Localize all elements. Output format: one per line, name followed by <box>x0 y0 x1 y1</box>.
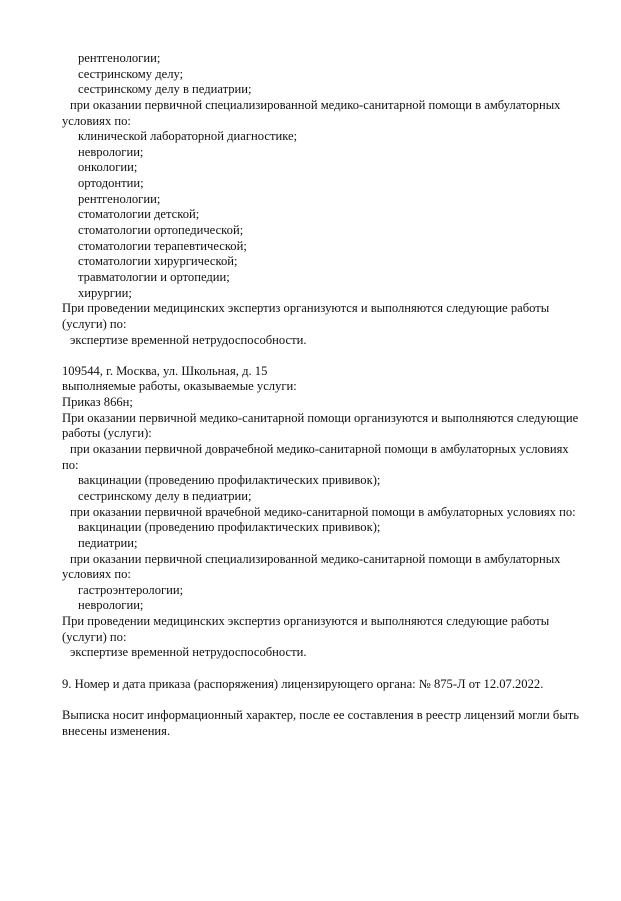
blank-line <box>62 692 602 708</box>
text-line: условиях по: <box>62 113 131 128</box>
document-page <box>62 51 602 739</box>
text-line: экспертизе временной нетрудоспособности. <box>70 332 307 347</box>
text-line: неврологии; <box>78 598 144 613</box>
text-line: сестринскому делу в педиатрии; <box>78 488 252 503</box>
text-line: экспертизе временной нетрудоспособности. <box>70 645 307 660</box>
text-line: При проведении медицинских экспертиз организуются и выполняются следующие работы <box>62 301 550 316</box>
text-line: (услуги) по: <box>62 629 127 644</box>
text-line: рентгенологии; <box>78 51 161 65</box>
text-line: вакцинации (проведению профилактических прививок); <box>78 520 381 535</box>
text-line: вакцинации (проведению профилактических прививок); <box>78 473 381 488</box>
text-line: ортодонтии; <box>78 176 144 191</box>
text-line: стоматологии ортопедической; <box>78 223 244 238</box>
text-line: клинической лабораторной диагностике; <box>78 129 298 144</box>
text-line: педиатрии; <box>78 535 138 550</box>
text-line: рентгенологии; <box>78 191 161 206</box>
text-line: травматологии и ортопедии; <box>78 269 230 284</box>
text-line: При проведении медицинских экспертиз организуются и выполняются следующие работы <box>62 614 550 629</box>
text-line: Выписка носит информационный характер, после ее составления в реестр лицензий могли быть <box>62 707 580 722</box>
text-line: при оказании первичной врачебной медико-санитарной помощи в амбулаторных условиях по: <box>70 504 576 519</box>
text-line: Приказ 866н; <box>62 395 133 410</box>
blank-line <box>62 348 602 364</box>
text-line: хирургии; <box>78 285 132 300</box>
text-line: (услуги) по: <box>62 316 127 331</box>
text-line: стоматологии терапевтической; <box>78 238 247 253</box>
text-line: стоматологии детской; <box>78 207 200 222</box>
blank-line <box>62 661 602 677</box>
text-line: при оказании первичной доврачебной медико-санитарной помощи в амбулаторных условиях <box>70 442 569 457</box>
text-line: онкологии; <box>78 160 138 175</box>
text-line: неврологии; <box>78 144 144 159</box>
text-line: условиях по: <box>62 567 131 582</box>
text-line: сестринскому делу в педиатрии; <box>78 82 252 97</box>
text-line: 109544, г. Москва, ул. Школьная, д. 15 <box>62 363 268 378</box>
text-line: сестринскому делу; <box>78 66 184 81</box>
text-line: при оказании первичной специализированной медико-санитарной помощи в амбулаторных <box>70 551 561 566</box>
text-line: при оказании первичной специализированной медико-санитарной помощи в амбулаторных <box>70 97 561 112</box>
text-line: выполняемые работы, оказываемые услуги: <box>62 379 297 394</box>
text-line: гастроэнтерологии; <box>78 582 184 597</box>
text-line: При оказании первичной медико-санитарной помощи организуются и выполняются следующие <box>62 410 579 425</box>
text-line: работы (услуги): <box>62 426 152 441</box>
text-line: стоматологии хирургической; <box>78 254 238 269</box>
text-line: по: <box>62 457 79 472</box>
text-line: внесены изменения. <box>62 723 171 738</box>
text-line: 9. Номер и дата приказа (распоряжения) лицензирующего органа: № 875-Л от 12.07.2022. <box>62 676 544 691</box>
